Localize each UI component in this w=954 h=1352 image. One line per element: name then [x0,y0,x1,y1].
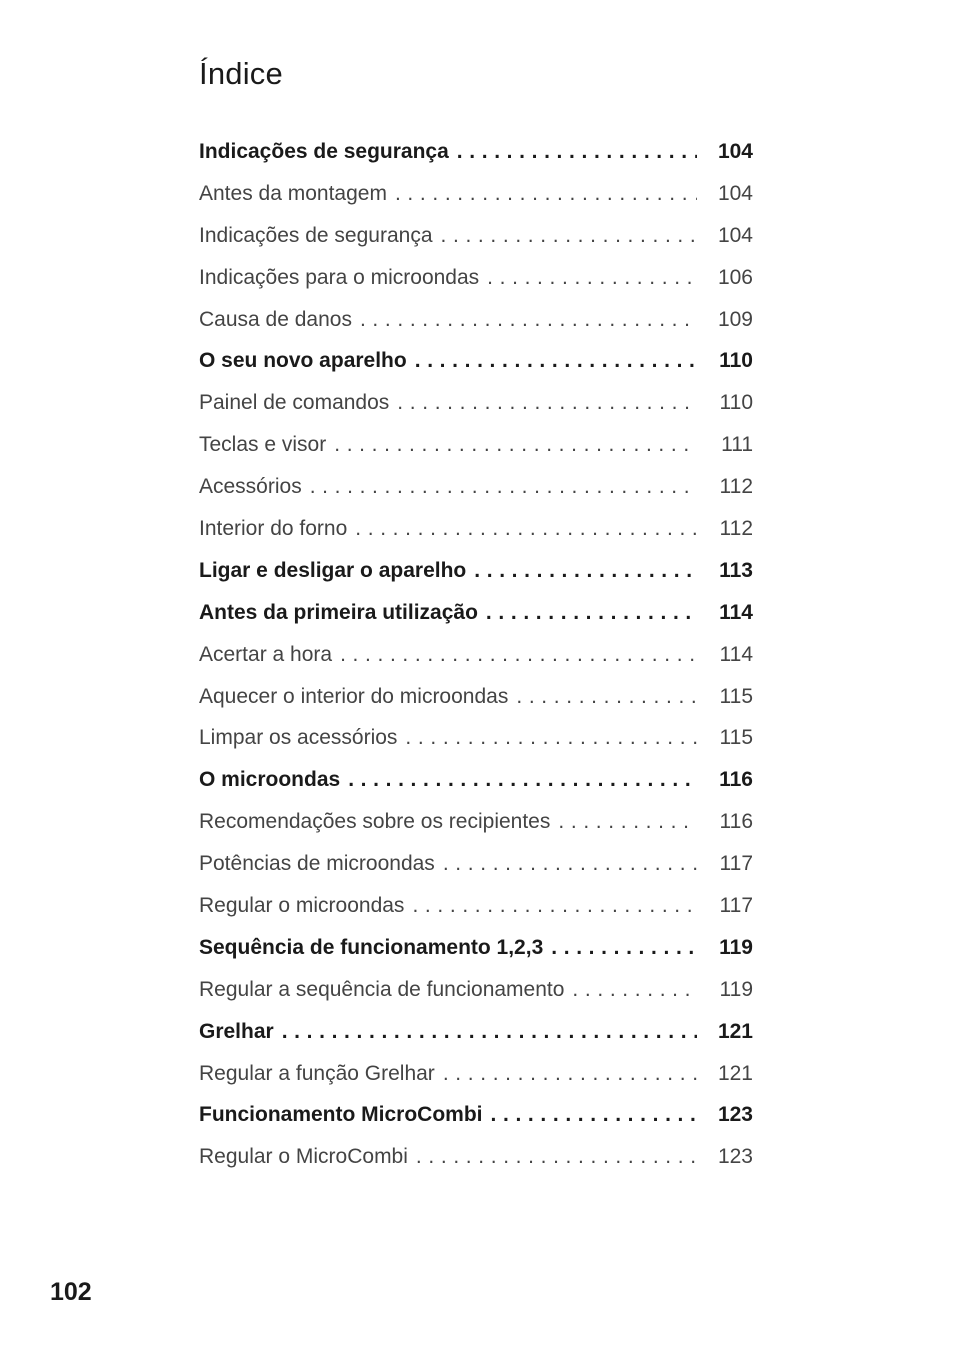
toc-dot-leader [457,131,697,173]
toc-entry-title: Ligar e desligar o aparelho [199,558,467,582]
toc-subsection-entry[interactable] [199,717,753,759]
toc-dot-leader [516,676,697,718]
toc-subsection-entry[interactable] [199,634,753,676]
toc-entry-title: Acessórios [199,475,302,499]
toc-entry-page: 114 [719,642,753,666]
toc-entry-title: Sequência de funcionamento 1,2,3 [199,935,544,959]
toc-subsection-entry[interactable] [199,382,753,424]
toc-subsection-entry[interactable] [199,257,753,299]
toc-subsection-entry[interactable] [199,801,753,843]
toc-subsection-entry[interactable] [199,1053,753,1095]
toc-dot-leader [348,759,697,801]
toc-subsection-entry[interactable] [199,173,753,215]
toc-entry-page: 116 [719,810,753,834]
toc-entry-page: 106 [717,265,753,289]
toc-entry-page: 123 [717,1145,753,1169]
toc-dot-leader [551,927,697,969]
toc-dot-leader [412,885,697,927]
toc-entry-page: 119 [719,977,753,1001]
toc-entry-title: Causa de danos [199,307,352,331]
toc-entry-page: 114 [719,600,753,624]
toc-entry-title: Limpar os acessórios [199,726,398,750]
toc-entry-title: O seu novo aparelho [199,349,407,373]
table-of-contents [199,131,753,1178]
toc-subsection-entry[interactable] [199,466,753,508]
toc-dot-leader [340,634,697,676]
toc-section-entry[interactable] [199,1094,753,1136]
toc-dot-leader [486,592,697,634]
toc-dot-leader [355,508,697,550]
toc-entry-title: Recomendações sobre os recipientes [199,810,551,834]
toc-entry-page: 109 [717,307,753,331]
toc-entry-page: 123 [717,1103,753,1127]
toc-dot-leader [397,382,697,424]
toc-entry-page: 104 [717,223,753,247]
toc-dot-leader [360,299,697,341]
toc-entry-page: 112 [719,517,753,541]
toc-dot-leader [395,173,697,215]
toc-subsection-entry[interactable] [199,969,753,1011]
toc-entry-page: 111 [721,433,753,457]
toc-section-entry[interactable] [199,550,753,592]
toc-entry-title: Regular o MicroCombi [199,1145,408,1169]
toc-section-entry[interactable] [199,592,753,634]
toc-entry-title: Painel de comandos [199,391,390,415]
toc-entry-title: Teclas e visor [199,433,327,457]
toc-entry-page: 121 [717,1061,753,1085]
toc-subsection-entry[interactable] [199,508,753,550]
toc-entry-page: 110 [719,391,753,415]
toc-dot-leader [474,550,697,592]
toc-entry-title: O microondas [199,768,341,792]
toc-entry-title: Regular o microondas [199,894,405,918]
toc-entry-page: 117 [719,852,753,876]
toc-dot-leader [491,1094,698,1136]
toc-section-entry[interactable] [199,927,753,969]
toc-entry-title: Funcionamento MicroCombi [199,1103,483,1127]
toc-dot-leader [282,1011,697,1053]
toc-entry-title: Indicações para o microondas [199,265,480,289]
toc-entry-title: Interior do forno [199,517,348,541]
toc-dot-leader [405,717,697,759]
toc-dot-leader [415,340,697,382]
toc-entry-title: Potências de microondas [199,852,435,876]
toc-dot-leader [443,843,697,885]
toc-dot-leader [416,1136,697,1178]
toc-section-entry[interactable] [199,1011,753,1053]
toc-subsection-entry[interactable] [199,843,753,885]
toc-subsection-entry[interactable] [199,215,753,257]
page-number: 102 [50,1278,92,1306]
toc-entry-title: Regular a função Grelhar [199,1061,435,1085]
toc-subsection-entry[interactable] [199,424,753,466]
toc-dot-leader [310,466,697,508]
toc-subsection-entry[interactable] [199,299,753,341]
toc-entry-page: 117 [719,894,753,918]
toc-entry-title: Indicações de segurança [199,140,449,163]
toc-entry-page: 104 [717,181,753,205]
toc-subsection-entry[interactable] [199,676,753,718]
toc-dot-leader [334,424,697,466]
toc-entry-title: Indicações de segurança [199,223,433,247]
toc-section-entry[interactable] [199,131,753,173]
toc-entry-page: 116 [719,768,753,792]
toc-dot-leader [572,969,697,1011]
toc-dot-leader [558,801,697,843]
toc-entry-page: 110 [719,349,753,373]
page-title: Índice [199,56,283,91]
toc-dot-leader [487,257,697,299]
toc-entry-page: 115 [719,684,753,708]
toc-entry-page: 121 [717,1019,753,1043]
toc-section-entry[interactable] [199,759,753,801]
toc-entry-page: 119 [719,935,753,959]
toc-entry-page: 115 [719,726,753,750]
toc-entry-title: Antes da montagem [199,181,387,205]
toc-entry-page: 104 [717,140,753,163]
toc-entry-title: Aquecer o interior do microondas [199,684,509,708]
toc-entry-title: Regular a sequência de funcionamento [199,977,565,1001]
toc-subsection-entry[interactable] [199,1136,753,1178]
toc-dot-leader [441,215,698,257]
toc-entry-title: Antes da primeira utilização [199,600,478,624]
toc-subsection-entry[interactable] [199,885,753,927]
toc-dot-leader [443,1053,697,1095]
toc-entry-page: 112 [719,475,753,499]
toc-entry-title: Grelhar [199,1019,274,1043]
toc-entry-page: 113 [719,558,753,582]
toc-section-entry[interactable] [199,340,753,382]
toc-entry-title: Acertar a hora [199,642,333,666]
